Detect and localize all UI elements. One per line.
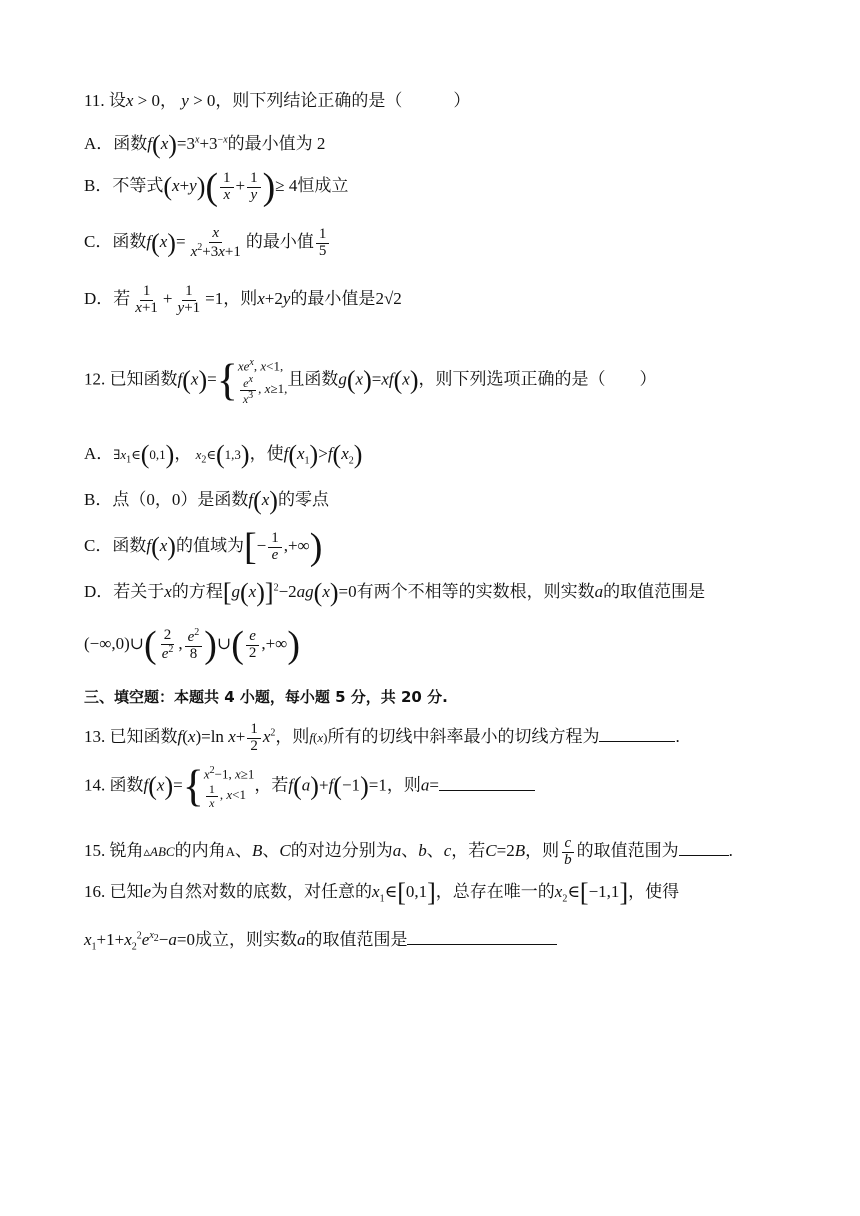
q11-option-a: A．函数$f(x)=3^x+3^{-x}$的最小值为 2 xyxy=(84,130,326,159)
q11-option-b: B．不等式(x+y)( $\frac{1}{x}$ + $\frac{1}{y}$ )≥ 4恒成立 xyxy=(84,166,349,208)
q12-option-d: D．若关于x的方程$[g(x)]^2-2ag(x)=0$有两个不相等的实数根，则实数a的取值范围是 xyxy=(84,578,706,607)
q11-stem: 11. 设x > 0， y > 0，则下列结论正确的是（ ） xyxy=(84,91,471,110)
section3-heading: 三、填空题：本题共 4 小题，每小题 5 分，共 20 分. xyxy=(84,688,448,706)
q12-option-a: A．$\exists x_1\in(0,1)$， $x_2\in(1,3)$，使$f(x_1)>f(x_2)$ xyxy=(84,440,363,469)
q12-option-c: C．函数f(x)的值域为[− $\frac{1}{e}$ ,+∞) xyxy=(84,526,323,568)
q15-answer-blank[interactable] xyxy=(679,855,729,856)
q14-answer-blank[interactable] xyxy=(439,790,535,791)
q11-option-d: D．若 $\frac{1}{x+1}$ + $\frac{1}{y+1}$ =1，则x+2y的最小值是2√2 xyxy=(84,283,402,316)
q12-option-d-range: (−∞,0)∪( $\frac{2}{e^2}$ , $\frac{e^2}{8}$ )∪( $\frac{e}{2}$ ,+∞) xyxy=(84,624,300,666)
q11-option-c: C．函数f(x)= $\frac{x}{x^2+3x+1}$ 的最小值 $\frac{1}{5}$ xyxy=(84,226,331,261)
q12-stem: 12. 已知函数f(x)={ $xe^x$, x<1, $\frac{e^x}{x^3}$ , x≥1, 且函数g(x)=xf(x)，则下列选项正确的是（ ） xyxy=(84,355,657,406)
q13-answer-blank[interactable] xyxy=(599,741,675,742)
q12-option-b: B．点（0，0）是函数f(x)的零点 xyxy=(84,486,329,515)
q16-line1: 16. 已知e为自然对数的底数，对任意的$x_1\in[0,1]$，总存在唯一的$x_2\in[-1,1]$，使得 xyxy=(84,878,680,907)
q16-line2: $x_1+1+x_2^2e^{x_2}-a=0$成立，则实数a的取值范围是 xyxy=(84,931,557,952)
q15: 15. 锐角▵ABC的内角A、B、C的对边分别为a、b、c，若C=2B，则 $\frac{c}{b}$ 的取值范围为 . xyxy=(84,835,733,868)
q16-answer-blank[interactable] xyxy=(407,944,557,945)
q14: 14. 函数f(x)={ $x^2-1$, x≥1 $\frac{1}{x}$ , x<1 ，若f(a)+f(−1)=1，则a= xyxy=(84,764,535,809)
q13: 13. 已知函数f(x)=ln x+ $\frac{1}{2}$ $x^2$，则f(x)所有的切线中斜率最小的切线方程为 . xyxy=(84,721,680,754)
